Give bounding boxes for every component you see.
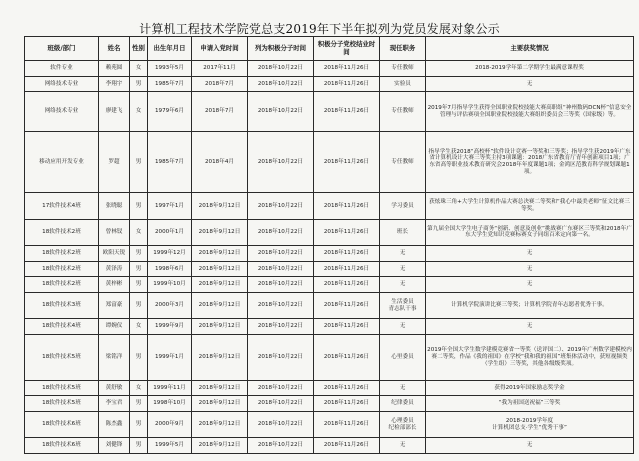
cell-gender: 男 (130, 277, 148, 293)
cell-awards: 无 (426, 76, 634, 92)
cell-activist-date: 2018年10月22日 (248, 334, 314, 380)
cell-dept: 18软件技术5班 (25, 396, 99, 412)
table-row (25, 396, 634, 412)
cell-role: 专任教师 (380, 92, 426, 132)
cell-role: 实验员 (380, 76, 426, 92)
table-row (25, 131, 634, 192)
cell-gender: 女 (130, 319, 148, 335)
cell-role: 无 (380, 261, 426, 277)
candidate-table (24, 36, 634, 454)
cell-graduation-date: 2018年11月26日 (314, 61, 380, 77)
table-row (25, 61, 634, 77)
cell-apply-date: 2018年9月12日 (192, 396, 248, 412)
cell-activist-date: 2018年10月22日 (248, 319, 314, 335)
table-row (25, 277, 634, 293)
cell-awards: “我为祖国送祝福”三等奖 (426, 396, 634, 412)
cell-dept: 18软件技术5班 (25, 334, 99, 380)
table-row (25, 334, 634, 380)
cell-name: 黄梓彬 (99, 277, 130, 293)
cell-name: 欧阳天锐 (99, 246, 130, 262)
cell-birth: 1999年11月 (148, 380, 192, 396)
cell-dept: 18软件技术2班 (25, 261, 99, 277)
cell-graduation-date: 2018年11月26日 (314, 292, 380, 318)
cell-activist-date: 2018年10月22日 (248, 76, 314, 92)
cell-birth: 1993年5月 (148, 61, 192, 77)
cell-activist-date: 2018年10月22日 (248, 61, 314, 77)
document-title: 计算机工程技术学院党总支2019年下半年拟列为党员发展对象公示 (139, 22, 500, 36)
cell-apply-date: 2018年9月12日 (192, 277, 248, 293)
cell-role: 无 (380, 380, 426, 396)
cell-awards: 无 (426, 246, 634, 262)
cell-activist-date: 2018年10月22日 (248, 380, 314, 396)
cell-role: 无 (380, 277, 426, 293)
cell-graduation-date: 2018年11月26日 (314, 131, 380, 192)
cell-gender: 男 (130, 411, 148, 437)
cell-awards: 2019年全国大学生数学建模竞赛省一等奖（送评国二）、2019年广州数学建模校内赛二等奖，作品《我的祖国》在学校“我和我的祖国”班集体活动中，获短视频类（学生组）三等奖，其他各级级奖项。 (426, 334, 634, 380)
cell-name: 黄泽涛 (99, 261, 130, 277)
header-gender: 性别 (130, 37, 148, 61)
cell-gender: 女 (130, 219, 148, 245)
cell-birth: 2000年1月 (148, 219, 192, 245)
cell-gender: 男 (130, 246, 148, 262)
cell-activist-date: 2018年10月22日 (248, 438, 314, 454)
cell-birth: 1985年7月 (148, 76, 192, 92)
cell-awards: 2019年7月指导学生获得全国职业院校技能大赛高职组“神州数码DCN杯”信息安全管理与评估赛项全国职业院校技能大赛组织委员会三等奖（国家级）等。 (426, 92, 634, 132)
cell-name: 李翔宇 (99, 76, 130, 92)
header-awards: 主要获奖情况 (426, 37, 634, 61)
cell-gender: 男 (130, 334, 148, 380)
cell-birth: 1999年9月 (148, 319, 192, 335)
cell-birth: 1998年10月 (148, 396, 192, 412)
cell-awards: 指导学生获2018“高校杯”软件设计竞赛一等奖和三等奖；指导学生获2019年广东省计算机设计大赛三等奖主持3项课题：2018广东省教育厅青年创新项目1项；广东省高等职业技术教育研究会2018年年度课题1项；金鸿区范教育科学规划课题1项。 (426, 131, 634, 192)
cell-graduation-date: 2018年11月26日 (314, 261, 380, 277)
table-row (25, 261, 634, 277)
cell-gender: 男 (130, 76, 148, 92)
cell-gender: 女 (130, 380, 148, 396)
cell-role: 学习委员 (380, 193, 426, 219)
cell-gender: 男 (130, 292, 148, 318)
cell-activist-date: 2018年10月22日 (248, 219, 314, 245)
cell-dept: 18软件技术4班 (25, 319, 99, 335)
cell-activist-date: 2018年10月22日 (248, 292, 314, 318)
header-graduate: 积极分子党校结业时间 (314, 37, 380, 61)
cell-apply-date: 2017年11月 (192, 61, 248, 77)
cell-birth: 1999年12月 (148, 246, 192, 262)
cell-dept: 网络技术专业 (25, 76, 99, 92)
header-role: 现任职务 (380, 37, 426, 61)
table-row (25, 246, 634, 262)
cell-birth: 1999年10月 (148, 277, 192, 293)
header-activist: 列为积极分子时间 (248, 37, 314, 61)
cell-apply-date: 2018年9月12日 (192, 334, 248, 380)
cell-name: 廖建飞 (99, 92, 130, 132)
cell-name: 李宝君 (99, 396, 130, 412)
cell-awards: 无 (426, 277, 634, 293)
cell-apply-date: 2018年9月12日 (192, 380, 248, 396)
cell-awards: 获炫珠三角+大学生计算机作品大赛总决赛二等奖和“我心中最美老师”征文比赛三等奖。 (426, 193, 634, 219)
cell-dept: 移动应用开发专业 (25, 131, 99, 192)
cell-activist-date: 2018年10月22日 (248, 261, 314, 277)
table-row (25, 92, 634, 132)
cell-name: 曾林钗 (99, 219, 130, 245)
table-row (25, 438, 634, 454)
cell-activist-date: 2018年10月22日 (248, 92, 314, 132)
header-birth: 出生年月日 (148, 37, 192, 61)
table-row (25, 219, 634, 245)
cell-dept: 软件专业 (25, 61, 99, 77)
cell-gender: 男 (130, 438, 148, 454)
cell-apply-date: 2018年9月12日 (192, 261, 248, 277)
cell-dept: 网络技术专业 (25, 92, 99, 132)
cell-awards: 无 (426, 438, 634, 454)
cell-birth: 1979年6月 (148, 92, 192, 132)
cell-birth: 1998年6月 (148, 261, 192, 277)
table-row (25, 76, 634, 92)
cell-dept: 18软件技术6班 (25, 411, 99, 437)
cell-birth: 1999年5月 (148, 438, 192, 454)
table-header-row (25, 37, 634, 61)
cell-apply-date: 2018年9月12日 (192, 219, 248, 245)
cell-birth: 1999年1月 (148, 334, 192, 380)
cell-gender: 男 (130, 396, 148, 412)
cell-graduation-date: 2018年11月26日 (314, 92, 380, 132)
cell-dept: 17软件技术4班 (25, 193, 99, 219)
table-body (25, 61, 634, 454)
cell-role: 纪律委员 (380, 396, 426, 412)
cell-activist-date: 2018年10月22日 (248, 131, 314, 192)
cell-birth: 1985年7月 (148, 131, 192, 192)
cell-activist-date: 2018年10月22日 (248, 193, 314, 219)
cell-graduation-date: 2018年11月26日 (314, 246, 380, 262)
cell-dept: 18软件技术3班 (25, 292, 99, 318)
cell-dept: 18软件技术2班 (25, 277, 99, 293)
cell-apply-date: 2018年9月12日 (192, 319, 248, 335)
cell-gender: 男 (130, 261, 148, 277)
cell-apply-date: 2018年9月12日 (192, 438, 248, 454)
cell-role: 班长 (380, 219, 426, 245)
cell-role: 心里委员 (380, 334, 426, 380)
cell-dept: 18软件技术2班 (25, 246, 99, 262)
cell-name: 郑富豪 (99, 292, 130, 318)
cell-apply-date: 2018年9月12日 (192, 411, 248, 437)
cell-role: 心理委员 纪检部部长 (380, 411, 426, 437)
header-name: 姓名 (99, 37, 130, 61)
cell-role: 专任教师 (380, 131, 426, 192)
cell-graduation-date: 2018年11月26日 (314, 76, 380, 92)
cell-role: 专任教师 (380, 61, 426, 77)
cell-name: 黄舒敏 (99, 380, 130, 396)
header-apply: 申请入党时间 (192, 37, 248, 61)
cell-gender: 女 (130, 61, 148, 77)
table-row (25, 411, 634, 437)
cell-birth: 1997年1月 (148, 193, 192, 219)
cell-name: 谭婉仪 (99, 319, 130, 335)
cell-gender: 男 (130, 131, 148, 192)
table-row (25, 319, 634, 335)
cell-apply-date: 2018年4月 (192, 131, 248, 192)
cell-birth: 2000年3月 (148, 292, 192, 318)
cell-graduation-date: 2018年11月26日 (314, 277, 380, 293)
cell-role: 无 (380, 246, 426, 262)
cell-name: 梁铭洋 (99, 334, 130, 380)
header-dept: 班级/部门 (25, 37, 99, 61)
cell-graduation-date: 2018年11月26日 (314, 411, 380, 437)
cell-apply-date: 2018年9月12日 (192, 193, 248, 219)
cell-graduation-date: 2018年11月26日 (314, 219, 380, 245)
cell-awards: 第九届全国大学生电子商务“创新、创意及创业”挑战赛广东赛区三等奖和2018年广东大学生党知识竞赛标赛女子同组百米定向第一名。 (426, 219, 634, 245)
table-row (25, 193, 634, 219)
cell-awards: 无 (426, 319, 634, 335)
cell-name: 张晓聪 (99, 193, 130, 219)
cell-name: 陈杰鑫 (99, 411, 130, 437)
table-row (25, 292, 634, 318)
cell-activist-date: 2018年10月22日 (248, 411, 314, 437)
cell-awards: 获得2019年国家励志奖学金 (426, 380, 634, 396)
cell-dept: 18软件技术2班 (25, 219, 99, 245)
cell-dept: 18软件技术5班 (25, 380, 99, 396)
cell-gender: 女 (130, 92, 148, 132)
cell-graduation-date: 2018年11月26日 (314, 380, 380, 396)
cell-apply-date: 2018年9月12日 (192, 292, 248, 318)
cell-awards: 2018-2019学年第二学期学生最满意课程奖 (426, 61, 634, 77)
cell-activist-date: 2018年10月22日 (248, 396, 314, 412)
cell-name: 赖苑圆 (99, 61, 130, 77)
cell-awards: 计算机学院演讲比赛三等奖；计算机学院青年志愿者优秀干事。 (426, 292, 634, 318)
cell-name: 罗超 (99, 131, 130, 192)
cell-role: 生活委员 青志队干事 (380, 292, 426, 318)
cell-activist-date: 2018年10月22日 (248, 246, 314, 262)
cell-activist-date: 2018年10月22日 (248, 277, 314, 293)
cell-apply-date: 2018年7月 (192, 76, 248, 92)
cell-role: 无 (380, 319, 426, 335)
cell-graduation-date: 2018年11月26日 (314, 319, 380, 335)
cell-graduation-date: 2018年11月26日 (314, 193, 380, 219)
cell-awards: 无 (426, 261, 634, 277)
cell-role: 无 (380, 438, 426, 454)
cell-gender: 男 (130, 193, 148, 219)
cell-graduation-date: 2018年11月26日 (314, 396, 380, 412)
cell-birth: 2000年9月 (148, 411, 192, 437)
cell-apply-date: 2018年7月 (192, 92, 248, 132)
cell-awards: 2018-2019学年度 计算机团总支·学生“优秀干事” (426, 411, 634, 437)
cell-apply-date: 2018年9月12日 (192, 246, 248, 262)
cell-graduation-date: 2018年11月26日 (314, 334, 380, 380)
cell-graduation-date: 2018年11月26日 (314, 438, 380, 454)
table-row (25, 380, 634, 396)
cell-dept: 18软件技术6班 (25, 438, 99, 454)
cell-name: 刘健锋 (99, 438, 130, 454)
